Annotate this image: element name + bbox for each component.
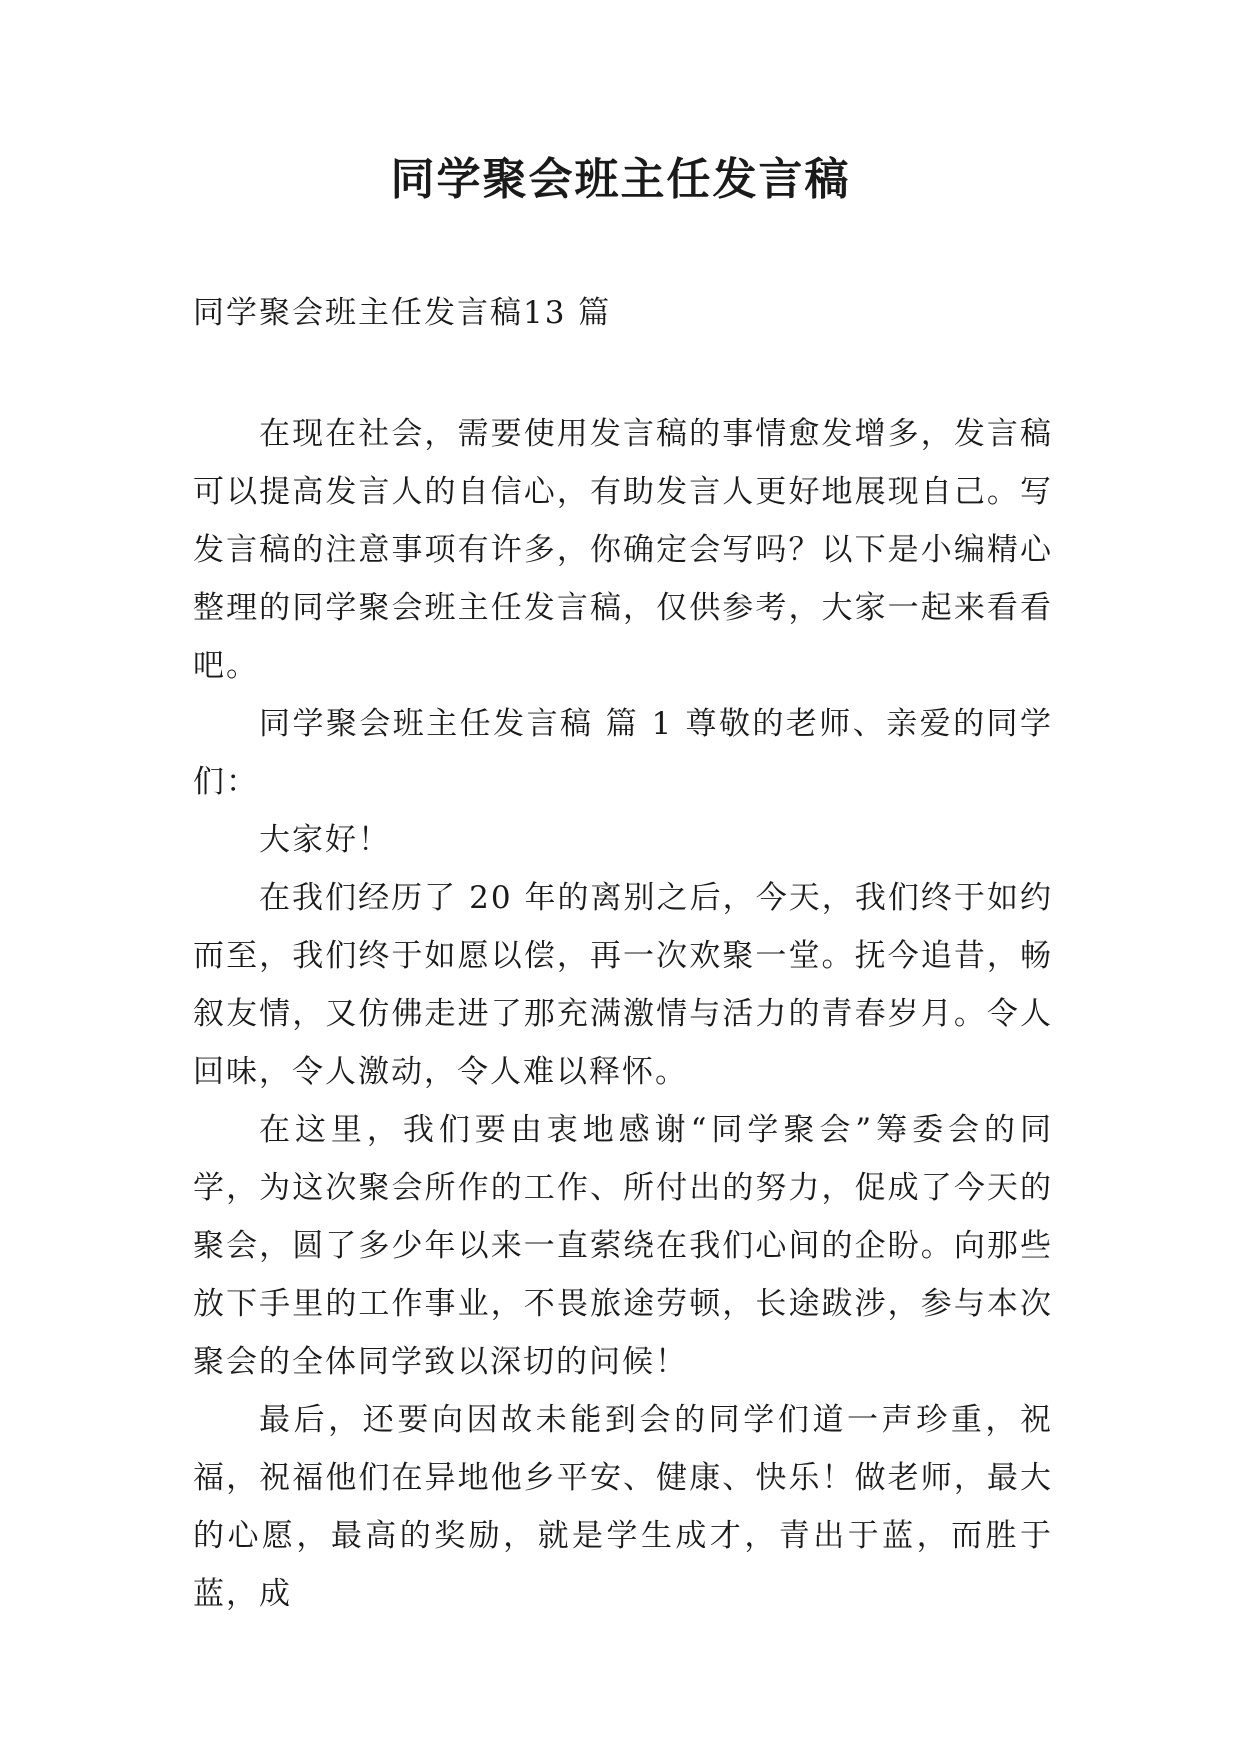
paragraph-reunion: 在我们经历了 20 年的离别之后，今天，我们终于如约而至，我们终于如愿以偿，再一次欢聚一堂。抚今追昔，畅叙友情，又仿佛走进了那充满激情与活力的青春岁月。令人回味，令人激动，令人难以释怀。 — [193, 880, 1053, 1090]
paragraph-greeting: 大家好！ — [259, 822, 391, 858]
paragraph-salutation: 同学聚会班主任发言稿 篇 1 尊敬的老师、亲爱的同学们： — [193, 706, 1053, 800]
paragraph-intro: 在现在社会，需要使用发言稿的事情愈发增多，发言稿可以提高发言人的自信心，有助发言人更好地展现自己。写发言稿的注意事项有许多，你确定会写吗？以下是小编精心整理的同学聚会班主任发言稿，仅供参考，大家一起来看看吧。 — [193, 416, 1053, 684]
document-title: 同学聚会班主任发言稿 — [390, 154, 851, 205]
document-body — [193, 405, 1053, 1623]
document-subtitle: 同学聚会班主任发言稿13 篇 — [193, 295, 612, 331]
paragraph-thanks: 在这里，我们要由衷地感谢“同学聚会”筹委会的同学，为这次聚会所作的工作、所付出的努力，促成了今天的聚会，圆了多少年以来一直萦绕在我们心间的企盼。向那些放下手里的工作事业，不畏旅途劳顿，长途跋涉，参与本次聚会的全体同学致以深切的问候！ — [193, 1112, 1053, 1380]
paragraph-blessing: 最后，还要向因故未能到会的同学们道一声珍重，祝福，祝福他们在异地他乡平安、健康、快乐！做老师，最大的心愿，最高的奖励，就是学生成才，青出于蓝，而胜于蓝，成 — [193, 1402, 1053, 1612]
